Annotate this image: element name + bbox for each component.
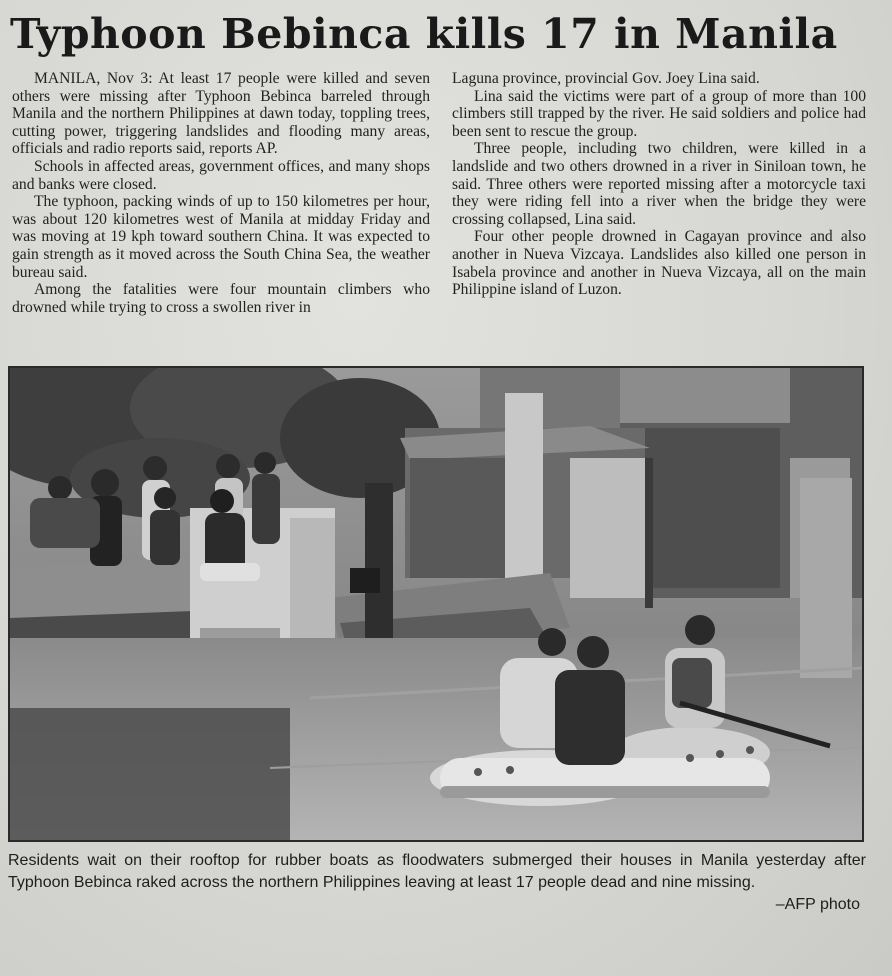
article-paragraph [12, 70, 430, 158]
article-paragraph: Laguna province, provincial Gov. Joey Lina said. [452, 70, 760, 87]
article-paragraph: The typhoon, packing winds of up to 150 kilometres per hour, was about 120 kilometres west of Manila at midday Friday and was moving at 19 kph toward southern China. It was expected to gain strength as it moved across the South China Sea, the weather bureau said. [12, 193, 430, 281]
gate-pillar [800, 478, 852, 678]
photo-caption: Residents wait on their rooftop for rubber boats as floodwaters submerged their houses in Manila yesterday after Typhoon Bebinca raked across the northern Philippines leaving at least 17 people dead and nine missing. [8, 852, 866, 891]
photo-credit: –AFP photo [775, 896, 860, 913]
article-paragraph: Four other people drowned in Cagayan province and also another in Nueva Vizcaya. Landslides also killed one person in Isabela province and another in Nueva Vizcaya, all on the main Philippine island of Luzon. [452, 228, 866, 299]
paragraph-text: At least 17 people were killed and seven others were missing after Typhoon Bebinca barreled through Manila and the northern Philippines at dawn today, toppling trees, cutting power, triggering landslides and flooding many areas, officials and radio reports said, reports AP. [12, 70, 430, 158]
headline: Typhoon Bebinca kills 17 in Manila [10, 10, 838, 58]
article-paragraph: Among the fatalities were four mountain climbers who drowned while trying to cross a swollen river in [12, 281, 430, 316]
flood-photo [8, 366, 864, 842]
article-paragraph: Schools in affected areas, government offices, and many shops and banks were closed. [12, 157, 430, 193]
flood-photo-illustration [10, 368, 862, 840]
article-paragraph: Lina said the victims were part of a group of more than 100 climbers still trapped by the river. He said soldiers and police had been sent to rescue the group. [452, 87, 866, 140]
article-paragraph: Three people, including two children, were killed in a landslide and two others drowned in a river in Siniloan town, he said. Three others were reported missing after a motorcycle taxi they were riding fell into a river when the bridge they were crossing collapsed, Lina said. [452, 140, 866, 228]
submerged-wall [10, 708, 290, 840]
article-right-column [452, 70, 866, 299]
article-left-column [12, 70, 430, 316]
dateline: MANILA, Nov 3: [34, 70, 153, 87]
